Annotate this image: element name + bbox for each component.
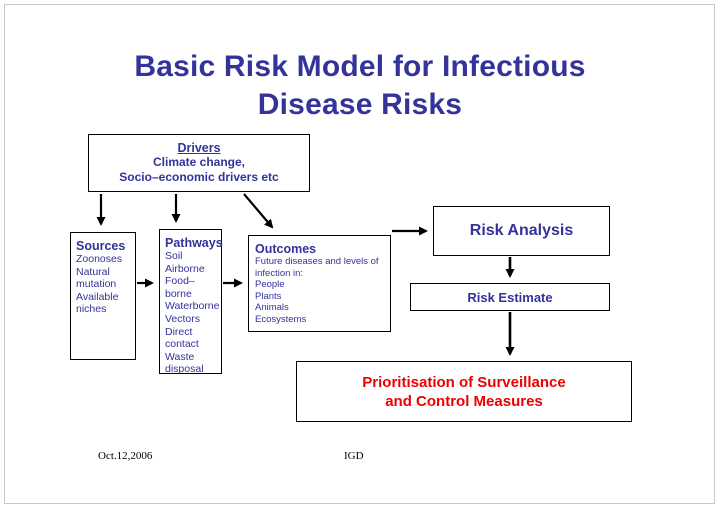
list-item: Natural	[76, 265, 110, 278]
list-item: Food–borne	[165, 275, 195, 300]
sources-box	[70, 232, 136, 360]
page-title	[60, 48, 660, 124]
prioritisation-line-1: Prioritisation of Surveillance	[362, 373, 566, 391]
list-item: mutation	[76, 278, 117, 291]
footer-date: Oct.12,2006	[98, 450, 153, 462]
prioritisation-label	[362, 373, 565, 411]
list-item: niches	[76, 303, 107, 316]
outcomes-heading: Outcomes	[255, 242, 317, 256]
list-item: Waterborne	[165, 300, 220, 313]
page-title-line-1: Basic Risk Model for Infectious	[134, 50, 586, 83]
list-item: People	[255, 279, 285, 291]
page-title-line-2: Disease Risks	[257, 88, 463, 121]
outcomes-box	[248, 235, 391, 332]
sources-list	[76, 253, 135, 316]
prioritisation-box	[296, 361, 632, 422]
list-item: Vectors	[165, 312, 201, 325]
list-item: Plants	[255, 290, 282, 302]
pathways-list	[165, 250, 221, 376]
risk-estimate-box	[410, 283, 610, 311]
risk-analysis-label: Risk Analysis	[469, 222, 574, 239]
drivers-heading: Drivers	[177, 141, 221, 155]
list-item: Animals	[255, 302, 289, 314]
outcomes-subtitle-2: infection in:	[255, 267, 304, 279]
list-item: Available	[76, 290, 119, 303]
drivers-line-1: Climate change,	[152, 155, 246, 169]
outcomes-list	[255, 256, 390, 326]
sources-heading: Sources	[76, 239, 126, 253]
pathways-box	[159, 229, 222, 374]
drivers-box	[88, 134, 310, 192]
risk-analysis-box	[433, 206, 610, 256]
footer-center-label: IGD	[344, 450, 364, 462]
risk-estimate-label: Risk Estimate	[467, 289, 553, 305]
prioritisation-line-2: and Control Measures	[385, 392, 543, 410]
list-item: Soil	[165, 250, 183, 262]
list-item: disposal	[165, 363, 204, 376]
list-item: Ecosystems	[255, 313, 307, 325]
list-item: Zoonoses	[76, 253, 123, 265]
drivers-line-2: Socio–economic drivers etc	[119, 170, 279, 184]
pathways-heading: Pathways	[165, 236, 223, 250]
list-item: Waste	[165, 350, 195, 363]
outcomes-subtitle-1: Future diseases and levels of	[255, 256, 379, 267]
list-item: Direct contact	[165, 325, 199, 351]
list-item: Airborne	[165, 262, 205, 275]
